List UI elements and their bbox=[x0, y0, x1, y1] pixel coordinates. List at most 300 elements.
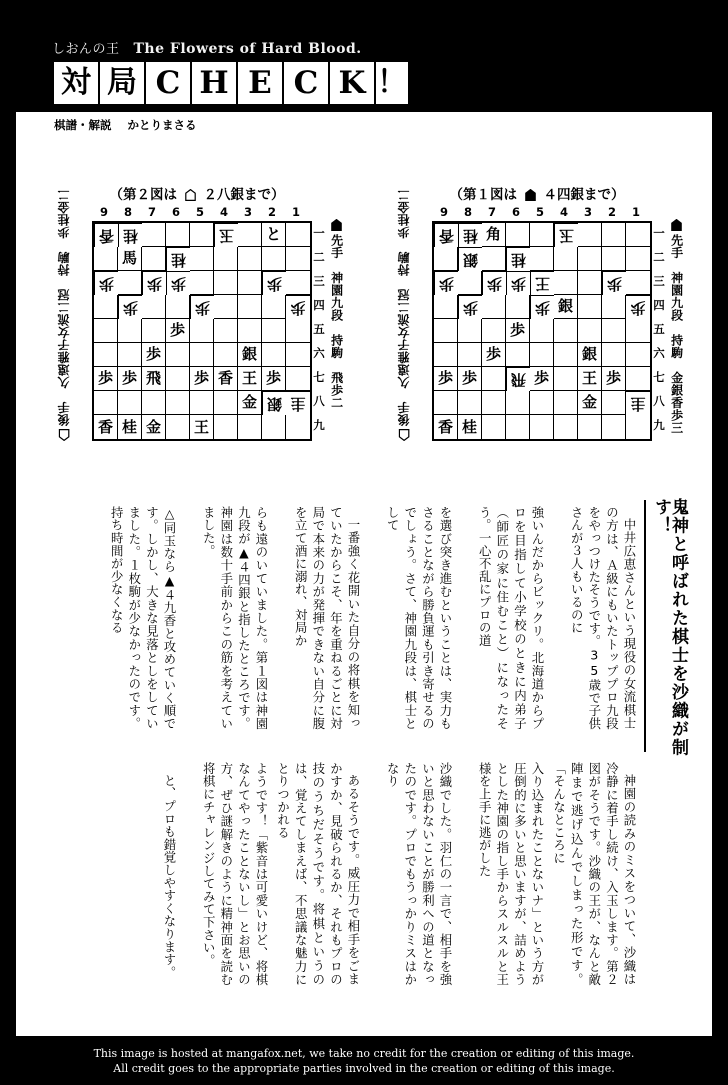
figure-2-caption-suffix: ２八銀まで） bbox=[203, 187, 285, 203]
figure-1-caption-suffix: ４四銀まで） bbox=[543, 187, 625, 203]
figure-2-square-8五 bbox=[118, 319, 142, 343]
series-title-line bbox=[52, 38, 362, 57]
figure-1-piece-sente: 歩 bbox=[509, 321, 525, 339]
figure-1-square-2五 bbox=[602, 319, 626, 343]
figure-1-square-9三 bbox=[434, 271, 458, 295]
figure-1-square-6五 bbox=[506, 319, 530, 343]
figure-1-square-2三 bbox=[602, 271, 626, 295]
figure-2-square-7三 bbox=[142, 271, 166, 295]
figure-2-square-9四 bbox=[94, 295, 118, 319]
figure-1-rank-1: 一 bbox=[653, 226, 665, 240]
figure-1-square-2四 bbox=[602, 295, 626, 319]
figure-1-square-2七 bbox=[602, 367, 626, 391]
figure-2-file-7: 7 bbox=[147, 205, 156, 219]
figure-2-square-4九 bbox=[214, 415, 238, 439]
figure-1-square-5六 bbox=[530, 343, 554, 367]
figure-2-square-8六 bbox=[118, 343, 142, 367]
figure-1-file-3: 3 bbox=[583, 205, 592, 219]
figure-1-piece-sente: 銀 bbox=[557, 297, 573, 315]
figure-2-square-1五 bbox=[286, 319, 310, 343]
figure-2-piece-sente: 金 bbox=[145, 417, 161, 436]
figure-1-square-9八 bbox=[434, 391, 458, 415]
figure-1-square-5九 bbox=[530, 415, 554, 439]
figure-1-square-9五 bbox=[434, 319, 458, 343]
figure-2-piece-sente: 香 bbox=[217, 369, 233, 387]
figure-1-square-8三 bbox=[458, 271, 482, 295]
credit-name: かとりまさる bbox=[127, 118, 197, 132]
figure-1-piece-gote: 玉 bbox=[559, 227, 575, 245]
figure-1-square-8四 bbox=[458, 295, 482, 319]
figure-1-square-4七 bbox=[554, 367, 578, 391]
figure-1-square-1四 bbox=[626, 295, 650, 319]
figure-1-file-2: 2 bbox=[607, 205, 616, 219]
figure-1-sente-label: 先手 神園九段 持駒 金銀香歩三 bbox=[669, 234, 684, 434]
paragraph: △同玉なら▲４九香と攻めていく順です。しかし、大きな見落としをしていました。１枚駒が少なかったのです。持ち時間が少なくなる bbox=[109, 506, 177, 730]
figure-1-square-7七 bbox=[482, 367, 506, 391]
figure-2-piece-sente: 歩 bbox=[145, 345, 161, 363]
figure-1-rank-8: 八 bbox=[653, 394, 665, 408]
paragraph: と、プロも錯覚しやすくなります。 bbox=[162, 774, 177, 980]
figure-1-square-6二 bbox=[506, 247, 530, 271]
figure-2-rank-8: 八 bbox=[313, 394, 325, 408]
figure-2-square-3二 bbox=[238, 247, 262, 271]
figure-2-square-5四 bbox=[190, 295, 214, 319]
figure-1-square-2八 bbox=[602, 391, 626, 415]
figure-2-piece-gote: 圭 bbox=[290, 395, 306, 413]
figure-1-square-9一 bbox=[434, 223, 458, 247]
figure-1-rank-9: 九 bbox=[653, 418, 665, 432]
figure-2-square-9一 bbox=[94, 223, 118, 247]
figure-2-file-8: 8 bbox=[123, 205, 132, 219]
figure-1-square-1二 bbox=[626, 247, 650, 271]
figure-1-piece-gote: 圭 bbox=[630, 395, 646, 413]
article-upper-column-5 bbox=[180, 506, 270, 730]
article-upper-column-4 bbox=[272, 506, 362, 730]
figure-1-square-6六 bbox=[506, 343, 530, 367]
figure-1-sente-info bbox=[670, 219, 683, 439]
figure-1-square-8七 bbox=[458, 367, 482, 391]
figure-2-square-6三 bbox=[166, 271, 190, 295]
article-upper-column-6 bbox=[88, 506, 178, 730]
figure-2-square-2五 bbox=[262, 319, 286, 343]
gote-pentagon-icon bbox=[398, 429, 409, 441]
figure-1-square-9四 bbox=[434, 295, 458, 319]
figure-2-piece-gote: 歩 bbox=[123, 299, 139, 317]
credit-role: 棋譜・解説 bbox=[54, 118, 112, 132]
figure-2-square-4一 bbox=[214, 223, 238, 247]
figure-1-square-5一 bbox=[530, 223, 554, 247]
figure-2-square-5九 bbox=[190, 415, 214, 439]
figure-2-square-9五 bbox=[94, 319, 118, 343]
figure-1-square-3九 bbox=[578, 415, 602, 439]
figure-1-file-1: 1 bbox=[631, 205, 640, 219]
host-disclaimer-footer bbox=[0, 1036, 728, 1085]
figure-2-rank-numbers bbox=[312, 221, 326, 437]
figure-2-square-7五 bbox=[142, 319, 166, 343]
figure-1-square-9二 bbox=[434, 247, 458, 271]
paragraph: 入り込まれたことないナ」という方が圧倒的に多いと思いますが、詰めようとした神園の指し手からスルスルと王様を上手に逃がした bbox=[477, 762, 545, 986]
figure-1-square-6四 bbox=[506, 295, 530, 319]
figure-2-piece-sente: 金 bbox=[241, 393, 257, 411]
figure-2-piece-sente: 王 bbox=[193, 417, 209, 436]
figure-1-piece-sente: 歩 bbox=[485, 345, 501, 363]
series-title-jp: しおんの王 bbox=[52, 42, 120, 57]
figure-2-piece-gote: 香 bbox=[99, 227, 115, 245]
figure-2-square-1二 bbox=[286, 247, 310, 271]
figure-2-piece-sente: 桂 bbox=[121, 417, 137, 436]
figure-1-rank-numbers bbox=[652, 221, 666, 437]
gote-pentagon-icon bbox=[185, 189, 196, 201]
paragraph: ようです！「紫音は可愛いけど、将棋なんてやったことないし」とお思いの方、ぜひ謎解きのように精神面を読む将棋にチャレンジしてみて下さい。 bbox=[201, 762, 269, 986]
figure-2-piece-gote: 銀 bbox=[267, 395, 283, 413]
figure-1-square-7六 bbox=[482, 343, 506, 367]
figure-2-square-3六 bbox=[238, 343, 262, 367]
figure-2-file-numbers bbox=[92, 205, 308, 219]
figure-2-square-1四 bbox=[286, 295, 310, 319]
figure-1-square-2二 bbox=[602, 247, 626, 271]
figure-2-file-1: 1 bbox=[291, 205, 300, 219]
figure-1-square-9九 bbox=[434, 415, 458, 439]
figure-2-square-4七 bbox=[214, 367, 238, 391]
figure-1-square-4六 bbox=[554, 343, 578, 367]
sente-pentagon-icon bbox=[332, 219, 343, 231]
figure-1-piece-gote: 歩 bbox=[511, 275, 527, 293]
figure-1-rank-5: 五 bbox=[653, 322, 665, 336]
paragraph: 一番強く花開いた自分の将棋を知っていたからこそ、年を重ねるごとに対局で本来の力が発揮できない自分に腹を立て酒に溺れ、対局か bbox=[293, 506, 361, 730]
figure-1-square-5四 bbox=[530, 295, 554, 319]
figure-1-square-2一 bbox=[602, 223, 626, 247]
figure-2-square-4六 bbox=[214, 343, 238, 367]
figure-2-square-3九 bbox=[238, 415, 262, 439]
figure-2-square-8一 bbox=[118, 223, 142, 247]
figure-2-square-7六 bbox=[142, 343, 166, 367]
figure-2-piece-gote: 桂 bbox=[123, 227, 139, 245]
figure-1-caption-prefix: （第１図は bbox=[449, 187, 518, 203]
figure-1-file-7: 7 bbox=[487, 205, 496, 219]
figure-1-square-1一 bbox=[626, 223, 650, 247]
figure-1-square-8五 bbox=[458, 319, 482, 343]
figure-2-square-3五 bbox=[238, 319, 262, 343]
figure-2-square-1七 bbox=[286, 367, 310, 391]
figure-2-square-7八 bbox=[142, 391, 166, 415]
figure-1-square-1六 bbox=[626, 343, 650, 367]
figure-1-piece-gote: 銀 bbox=[463, 251, 479, 269]
figure-1-piece-sente: 王 bbox=[581, 369, 597, 387]
figure-2-square-3七 bbox=[238, 367, 262, 391]
figure-2-piece-gote: 歩 bbox=[290, 299, 306, 317]
figure-1-gote-info bbox=[397, 188, 411, 441]
figure-2-rank-5: 五 bbox=[313, 322, 325, 336]
figure-1-piece-sente: 歩 bbox=[461, 369, 477, 387]
figure-1-square-5五 bbox=[530, 319, 554, 343]
figure-1-square-9七 bbox=[434, 367, 458, 391]
article-lower-column-3 bbox=[364, 762, 454, 986]
figure-2-square-1一 bbox=[286, 223, 310, 247]
figure-1-piece-gote: 歩 bbox=[630, 299, 646, 317]
right-margin-band bbox=[712, 0, 728, 1085]
figure-1-piece-gote: 歩 bbox=[607, 275, 623, 293]
figure-2-square-6六 bbox=[166, 343, 190, 367]
paragraph: 沙織でした。羽仁の一言で、相手を強いと思わないことが勝利への道となったのです。プロでもうっかりミスはかなり bbox=[385, 762, 453, 986]
figure-1-square-3七 bbox=[578, 367, 602, 391]
figure-1-piece-sente: 角 bbox=[485, 225, 501, 243]
figure-1-file-6: 6 bbox=[511, 205, 520, 219]
article-lower-column-5 bbox=[180, 762, 270, 986]
figure-2-square-5二 bbox=[190, 247, 214, 271]
figure-2-square-4三 bbox=[214, 271, 238, 295]
paragraph: 強いんだからビックリ。北海道からプロを目指して小学校のときに内弟子（師匠の家に住むこと）になったそう。一心不乱にプロの道 bbox=[477, 506, 545, 730]
figure-1-file-4: 4 bbox=[559, 205, 568, 219]
figure-2-square-7四 bbox=[142, 295, 166, 319]
figure-2-square-7七 bbox=[142, 367, 166, 391]
figure-1-square-5二 bbox=[530, 247, 554, 271]
figure-2-file-4: 4 bbox=[219, 205, 228, 219]
article-lower-column-4 bbox=[272, 762, 362, 986]
figure-1-square-4三 bbox=[554, 271, 578, 295]
figure-2-piece-gote: 歩 bbox=[267, 275, 283, 293]
figure-2-square-8二 bbox=[118, 247, 142, 271]
article-upper-column-2 bbox=[456, 506, 546, 730]
figure-2-square-5七 bbox=[190, 367, 214, 391]
figure-2-square-5三 bbox=[190, 271, 214, 295]
figure-2-square-8四 bbox=[118, 295, 142, 319]
figure-1-piece-gote: 王 bbox=[535, 275, 551, 293]
figure-2-file-6: 6 bbox=[171, 205, 180, 219]
figure-1-piece-gote: 飛 bbox=[511, 371, 527, 389]
figure-2-square-8八 bbox=[118, 391, 142, 415]
figure-2-square-1三 bbox=[286, 271, 310, 295]
figure-2-square-3三 bbox=[238, 271, 262, 295]
figure-2-rank-9: 九 bbox=[313, 418, 325, 432]
figure-2-square-9三 bbox=[94, 271, 118, 295]
figure-1-square-3五 bbox=[578, 319, 602, 343]
figure-1-square-1八 bbox=[626, 391, 650, 415]
figure-2-piece-sente: 歩 bbox=[121, 369, 137, 387]
figure-1-square-7一 bbox=[482, 223, 506, 247]
figure-1-piece-sente: 金 bbox=[581, 393, 597, 411]
figure-1-rank-4: 四 bbox=[653, 298, 665, 312]
figure-2-square-9九 bbox=[94, 415, 118, 439]
headline-rule bbox=[644, 500, 646, 752]
figure-2-square-2三 bbox=[262, 271, 286, 295]
figure-2-rank-1: 一 bbox=[313, 226, 325, 240]
figure-2-square-2九 bbox=[262, 415, 286, 439]
figure-1-square-3四 bbox=[578, 295, 602, 319]
article-upper-column-3 bbox=[364, 506, 454, 730]
figure-1-square-5三 bbox=[530, 271, 554, 295]
figure-1-square-2六 bbox=[602, 343, 626, 367]
figure-1-square-1三 bbox=[626, 271, 650, 295]
figure-1-square-6一 bbox=[506, 223, 530, 247]
figure-2-square-4八 bbox=[214, 391, 238, 415]
figure-2-grid bbox=[92, 221, 312, 441]
masthead bbox=[16, 0, 712, 112]
figure-2-file-3: 3 bbox=[243, 205, 252, 219]
figure-1-square-4八 bbox=[554, 391, 578, 415]
figure-1-rank-7: 七 bbox=[653, 370, 665, 384]
figure-2-piece-gote: 桂 bbox=[171, 251, 187, 269]
figure-1-file-numbers bbox=[432, 205, 648, 219]
figure-2-square-4五 bbox=[214, 319, 238, 343]
figure-2-square-2六 bbox=[262, 343, 286, 367]
figure-2-square-6四 bbox=[166, 295, 190, 319]
figure-1-square-5八 bbox=[530, 391, 554, 415]
figure-1-rank-3: 三 bbox=[653, 274, 665, 288]
figure-2-caption bbox=[64, 183, 330, 203]
gote-pentagon-icon bbox=[58, 429, 69, 441]
figure-2-caption-prefix: （第２図は bbox=[109, 187, 178, 203]
figure-2-rank-7: 七 bbox=[313, 370, 325, 384]
figure-2-piece-sente: 馬 bbox=[121, 249, 137, 267]
figure-2-square-3一 bbox=[238, 223, 262, 247]
figure-1-piece-gote: 歩 bbox=[463, 299, 479, 317]
figure-1-square-4一 bbox=[554, 223, 578, 247]
disclaimer-line-2: All credit goes to the appropriate parties involved in the creation or editing of this image. bbox=[113, 1061, 615, 1075]
figure-2-piece-sente: 歩 bbox=[97, 369, 113, 387]
sente-pentagon-icon bbox=[672, 219, 683, 231]
sente-pentagon-icon bbox=[525, 189, 536, 201]
figure-1-square-6九 bbox=[506, 415, 530, 439]
figure-2-square-3八 bbox=[238, 391, 262, 415]
title-char-4: E bbox=[238, 62, 282, 104]
title-char-3: H bbox=[192, 62, 236, 104]
figure-1-square-8二 bbox=[458, 247, 482, 271]
figure-2-rank-6: 六 bbox=[313, 346, 325, 360]
article-lower-column-2 bbox=[456, 762, 546, 986]
figure-2-square-6九 bbox=[166, 415, 190, 439]
paragraph: 中井広恵さんという現役の女流棋士の方は、Ａ級にもいたトッププロ九段をやっつけたそうです。35歳で子供さんが３人もいるのに bbox=[569, 506, 637, 730]
figure-2-square-8七 bbox=[118, 367, 142, 391]
figure-1-piece-gote: 香 bbox=[439, 227, 455, 245]
figure-1-square-4二 bbox=[554, 247, 578, 271]
figure-2-square-8三 bbox=[118, 271, 142, 295]
series-title-en: The Flowers of Hard Blood. bbox=[133, 41, 362, 57]
figure-2-rank-2: 二 bbox=[313, 250, 325, 264]
figure-2-square-6七 bbox=[166, 367, 190, 391]
figure-1-square-2九 bbox=[602, 415, 626, 439]
figure-2-piece-sente: 歩 bbox=[193, 369, 209, 387]
figure-2-square-6八 bbox=[166, 391, 190, 415]
figure-1-rank-2: 二 bbox=[653, 250, 665, 264]
figure-2-square-5六 bbox=[190, 343, 214, 367]
figure-1-grid bbox=[432, 221, 652, 441]
figure-1-square-5七 bbox=[530, 367, 554, 391]
figure-1-piece-sente: 歩 bbox=[605, 369, 621, 387]
figure-2-square-9二 bbox=[94, 247, 118, 271]
figure-2-square-4二 bbox=[214, 247, 238, 271]
figure-1-square-4五 bbox=[554, 319, 578, 343]
figure-1-square-7二 bbox=[482, 247, 506, 271]
figure-1-square-8一 bbox=[458, 223, 482, 247]
figure-1-square-1五 bbox=[626, 319, 650, 343]
credit-line bbox=[54, 117, 197, 133]
figure-2-square-3四 bbox=[238, 295, 262, 319]
figure-1-piece-gote: 桂 bbox=[463, 227, 479, 245]
figure-2-gote-label: 後手 久遠雅子女流二冠 持駒 歩桂金二 bbox=[57, 188, 71, 426]
title-char-5: C bbox=[284, 62, 328, 104]
left-margin-band bbox=[0, 0, 16, 1085]
figure-1-square-4四 bbox=[554, 295, 578, 319]
figure-1-file-8: 8 bbox=[463, 205, 472, 219]
figure-1-square-3一 bbox=[578, 223, 602, 247]
figure-1-square-1九 bbox=[626, 415, 650, 439]
figure-2-piece-gote: 歩 bbox=[147, 275, 163, 293]
figure-1-piece-gote: 歩 bbox=[487, 275, 503, 293]
paragraph: 神園の読みのミスをついて、沙織は冷静に着手し続け、入玉します。第２図がそうです。沙織の王が、なんと敵陣まで逃げ込んでしまった形です。「そんなところに bbox=[551, 762, 637, 986]
figure-2-square-2四 bbox=[262, 295, 286, 319]
figure-1-square-6八 bbox=[506, 391, 530, 415]
figure-1-square-1七 bbox=[626, 367, 650, 391]
figure-1-piece-sente: 銀 bbox=[581, 345, 597, 363]
figure-2-square-8九 bbox=[118, 415, 142, 439]
figure-2-square-6一 bbox=[166, 223, 190, 247]
figure-1-square-7九 bbox=[482, 415, 506, 439]
figure-1-square-6三 bbox=[506, 271, 530, 295]
figure-1-gote-label: 後手 久遠雅子女流二冠 持駒 歩桂金二 bbox=[397, 188, 411, 426]
figure-2-piece-sente: 銀 bbox=[241, 345, 257, 363]
figure-1-piece-sente: 桂 bbox=[461, 417, 477, 436]
figure-2-piece-sente: 歩 bbox=[169, 321, 185, 339]
figure-1-square-3六 bbox=[578, 343, 602, 367]
figure-2-piece-sente: 飛 bbox=[145, 369, 161, 387]
figure-2-square-2八 bbox=[262, 391, 286, 415]
title-char-7: ！ bbox=[376, 62, 408, 104]
figure-1-piece-gote: 桂 bbox=[511, 251, 527, 269]
figure-2-piece-gote: 歩 bbox=[171, 275, 187, 293]
figure-1-caption bbox=[404, 183, 670, 203]
article-headline: 鬼神と呼ばれた棋士を沙織が制す！ bbox=[651, 498, 688, 757]
figure-1-square-7四 bbox=[482, 295, 506, 319]
figure-2-square-7二 bbox=[142, 247, 166, 271]
figure-2-rank-3: 三 bbox=[313, 274, 325, 288]
title-char-6: K bbox=[330, 62, 374, 104]
figure-2-square-6五 bbox=[166, 319, 190, 343]
figure-1-piece-sente: 香 bbox=[437, 417, 453, 436]
figure-2-square-9六 bbox=[94, 343, 118, 367]
figure-2-square-2一 bbox=[262, 223, 286, 247]
figure-2-square-4四 bbox=[214, 295, 238, 319]
paragraph: らも遠のいていました。第１図は神園九段が▲４四銀と指したところです。神園は数十手前からこの筋を考えていました。 bbox=[201, 506, 269, 730]
figure-2-square-5一 bbox=[190, 223, 214, 247]
figure-1-square-3三 bbox=[578, 271, 602, 295]
figure-2-sente-label: 先手 神園九段 持駒 飛歩二 bbox=[329, 234, 344, 409]
disclaimer-line-1: This image is hosted at mangafox.net, we take no credit for the creation or editing of this image. bbox=[93, 1046, 635, 1060]
figure-2-rank-4: 四 bbox=[313, 298, 325, 312]
figure-2-file-9: 9 bbox=[99, 205, 108, 219]
figure-1-file-5: 5 bbox=[535, 205, 544, 219]
figure-2-piece-gote: 歩 bbox=[99, 275, 115, 293]
figure-2-square-7一 bbox=[142, 223, 166, 247]
figure-1-file-9: 9 bbox=[439, 205, 448, 219]
figure-1-piece-sente: 歩 bbox=[437, 369, 453, 387]
figure-2-piece-gote: 歩 bbox=[195, 299, 211, 317]
figure-2-square-5五 bbox=[190, 319, 214, 343]
figure-2-sente-info bbox=[330, 219, 343, 439]
figure-1-square-3二 bbox=[578, 247, 602, 271]
figure-2-gote-info bbox=[57, 188, 71, 441]
figure-2-square-5八 bbox=[190, 391, 214, 415]
article-title-boxes bbox=[54, 62, 408, 104]
figure-2-file-2: 2 bbox=[267, 205, 276, 219]
figure-1-piece-sente: 歩 bbox=[533, 369, 549, 387]
article-upper-column-1 bbox=[548, 506, 638, 730]
title-char-0: 対 bbox=[54, 62, 98, 104]
figure-2-square-2七 bbox=[262, 367, 286, 391]
figure-2-file-5: 5 bbox=[195, 205, 204, 219]
figure-2-square-1六 bbox=[286, 343, 310, 367]
figure-2-piece-sente: 香 bbox=[97, 417, 113, 436]
figure-1-square-7三 bbox=[482, 271, 506, 295]
